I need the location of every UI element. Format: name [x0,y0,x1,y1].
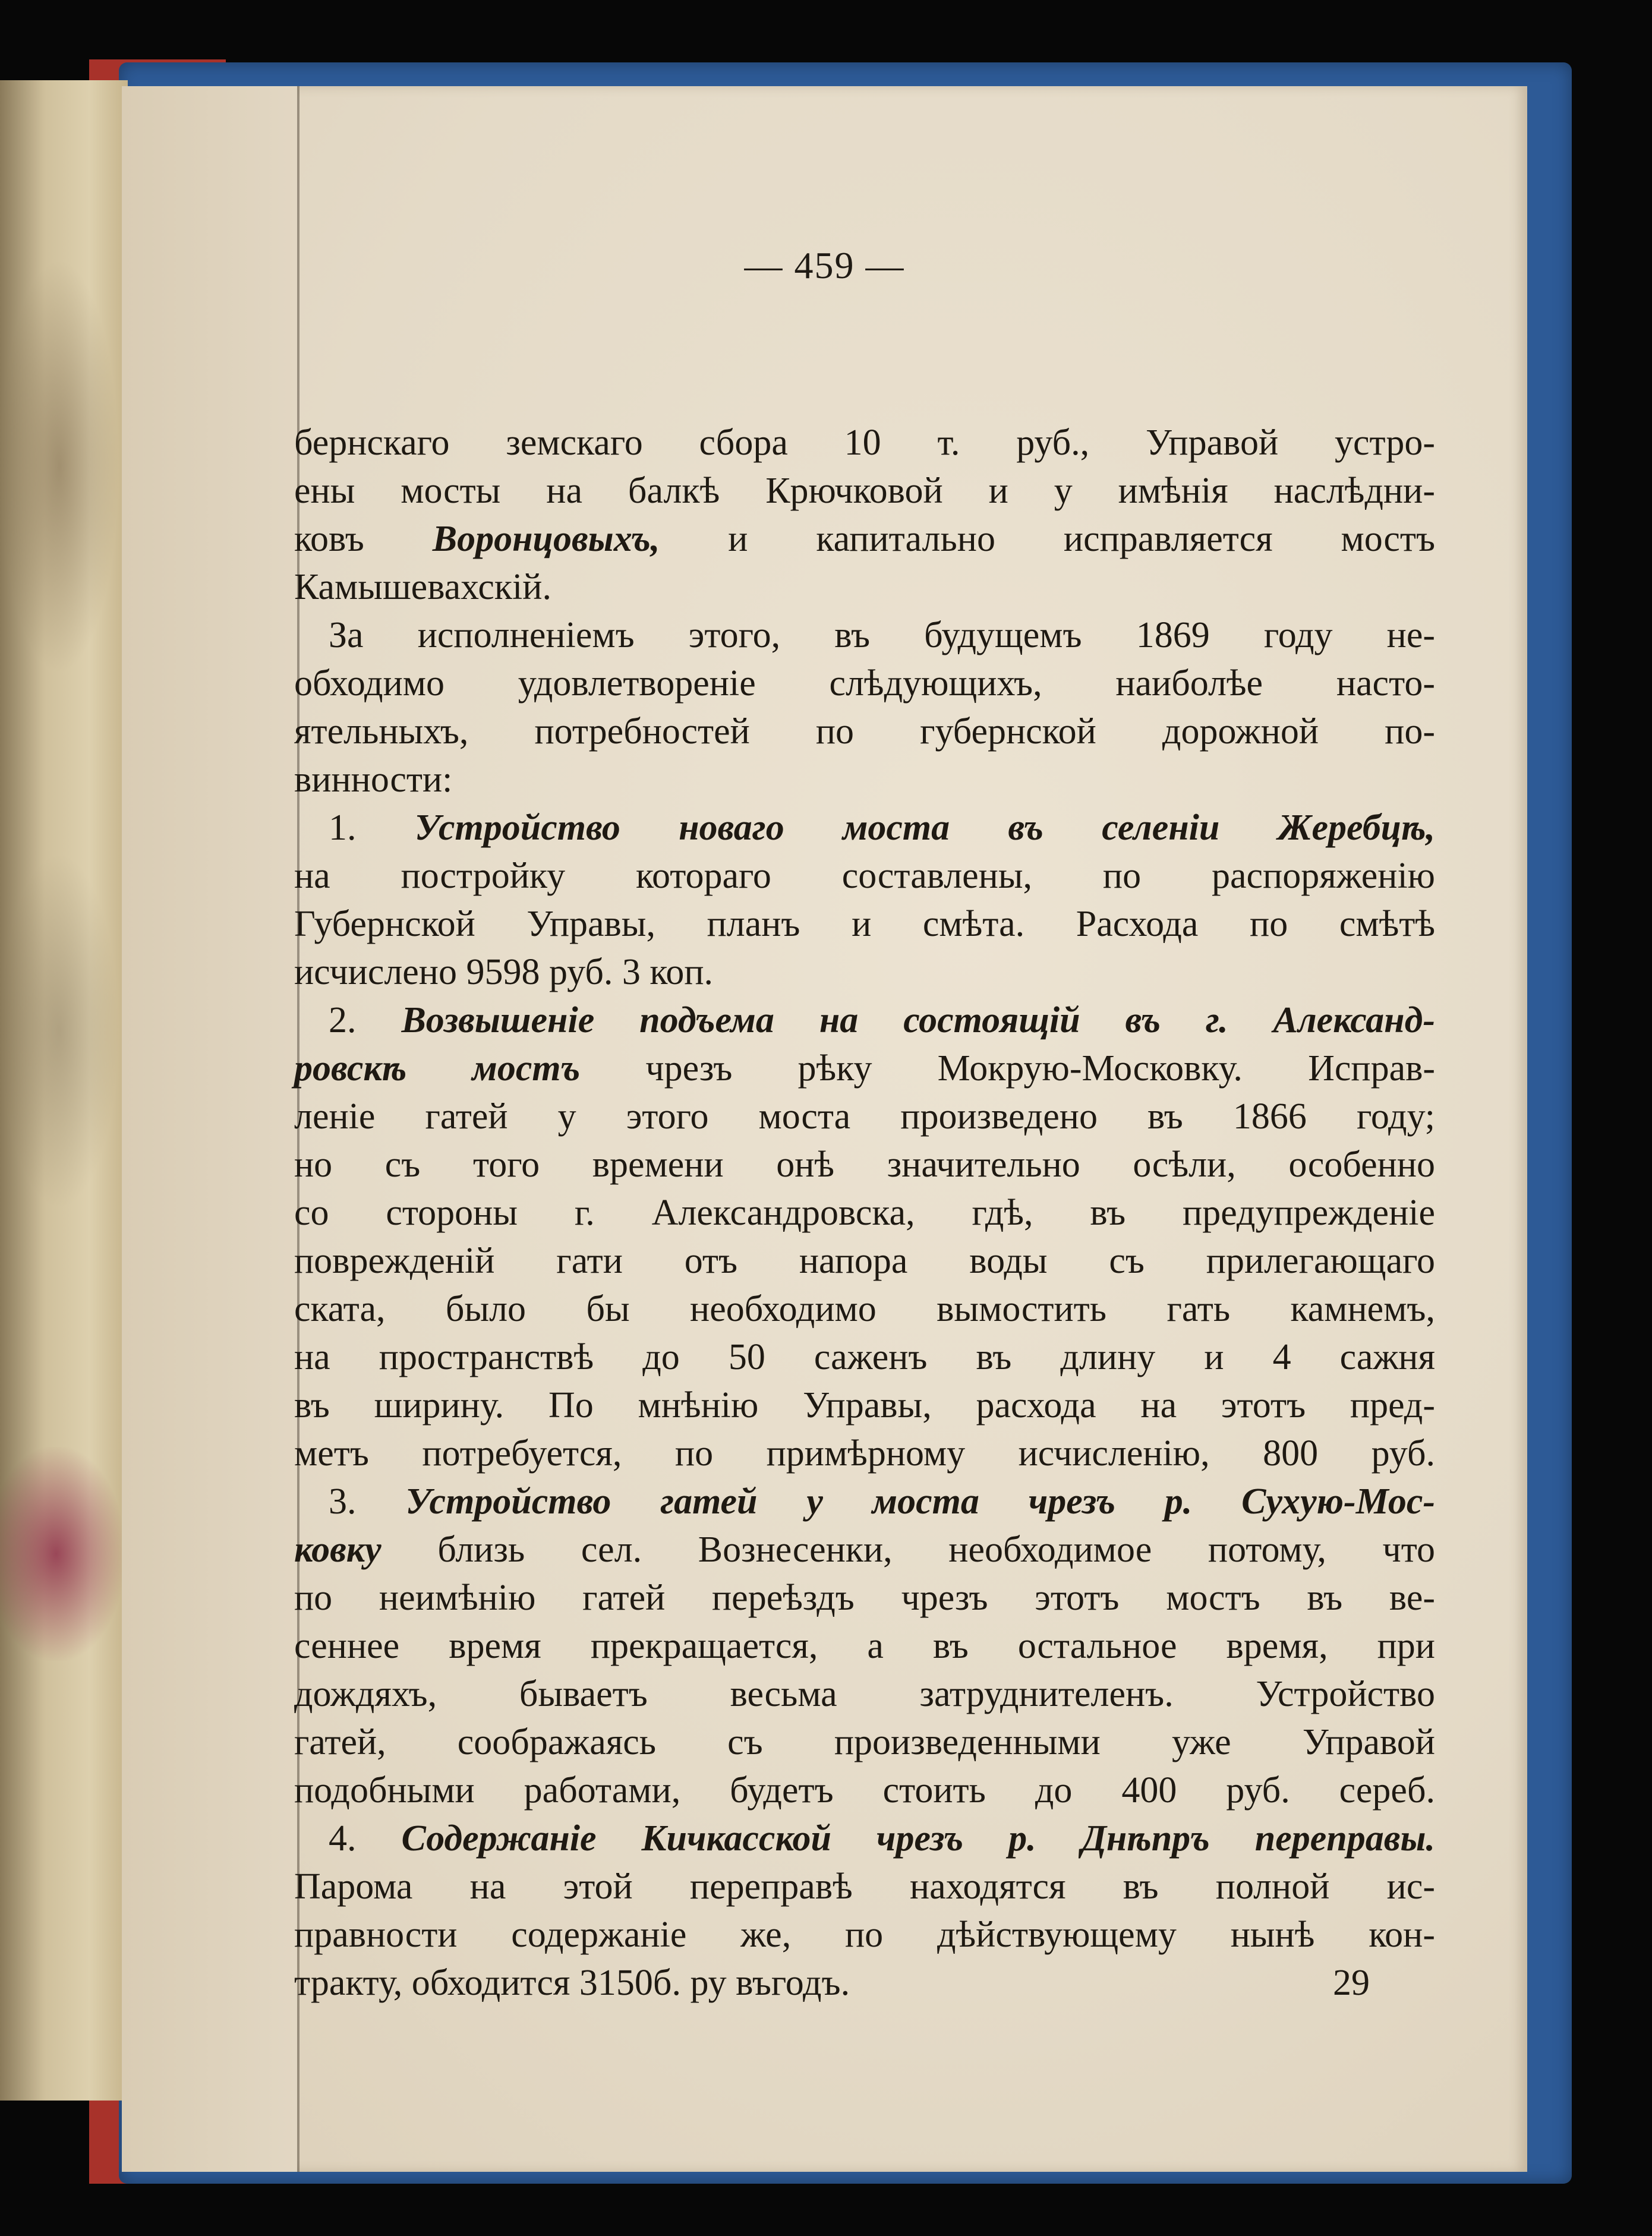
item-title: Устройство новаго моста въ селеніи Жеребцѣ, [414,808,1436,848]
text-line: исчислено 9598 руб. 3 коп. [294,952,714,992]
text-line: ковку близь сел. Вознесенки, необходимое потому, что [294,1529,1435,1570]
text-line: но съ того времени онѣ значительно осѣли, особенно [294,1144,1435,1185]
text-line: Парома на этой переправѣ находятся въ полной ис- [294,1866,1435,1907]
item-title: Устройство гатей у моста чрезъ р. Сухую-Мос- [405,1481,1436,1522]
text-line: ены мосты на балкѣ Крючковой и у имѣнія наслѣдни- [294,471,1435,511]
water-stain [0,853,119,1209]
signature-mark: 29 [1333,1963,1370,2003]
text-line: на пространствѣ до 50 саженъ въ длину и 4 сажня [294,1337,1435,1377]
item-title: ровскѣ мостъ [294,1048,581,1089]
ink-stain [0,1447,125,1661]
text-line: ровскѣ мостъ чрезъ рѣку Мокрую-Московку. Исправ- [294,1048,1436,1089]
text-line: тракту, обходится 3150б. ру въгодъ. 29 [294,1959,1435,2007]
text-line: ската, было бы необходимо вымостить гать камнемъ, [294,1289,1435,1329]
text-line: гатей, соображаясь съ произведенными уже Управой [294,1722,1435,1762]
item-heading: 1. Устройство новаго моста въ селеніи Жеребцѣ, [329,808,1436,848]
item-title: ковку [294,1529,382,1570]
item-heading: 2. Возвышеніе подъема на состоящій въ г. Александ- [329,1000,1436,1040]
text-line: на постройку котораго составлены, по распоряженію [294,856,1435,896]
page-gutter [122,86,297,2172]
text-line: Губернской Управы, планъ и смѣта. Расхода по смѣтѣ [294,904,1435,944]
page-number: — 459 — [744,244,905,286]
water-stain [0,258,119,674]
text-line: со стороны г. Александровска, гдѣ, въ предупрежденіе [294,1193,1435,1233]
left-page-edge [0,80,128,2101]
text-line: подобными работами, будетъ стоить до 400 руб. сереб. [294,1770,1435,1811]
italic-name: Воронцовыхъ, [432,519,660,559]
text-line: въ ширину. По мнѣнію Управы, расхода на этотъ пред- [294,1385,1435,1426]
text-line: по неимѣнію гатей переѣздъ чрезъ этотъ мостъ въ ве- [294,1578,1435,1618]
text-line: сеннее время прекращается, а въ остальное время, при [294,1626,1435,1666]
book-page [122,86,1527,2172]
text-line: ковъ Воронцовыхъ, и капитально исправляется мостъ [294,519,1436,559]
text-line: метъ потребуется, по примѣрному исчисленію, 800 руб. [294,1433,1435,1474]
text-line: леніе гатей у этого моста произведено въ 1866 году; [294,1096,1435,1137]
text-line: винности: [294,759,453,800]
item-title: Возвышеніе подъема на состоящій въ г. Александ- [401,1000,1436,1040]
text-line: поврежденій гати отъ напора воды съ прилегающаго [294,1241,1435,1281]
body-text [294,419,1435,2007]
item-heading: 4. Содержаніе Кичкасской чрезъ р. Днѣпръ переправы. [329,1818,1435,1859]
item-title: Содержаніе Кичкасской чрезъ р. Днѣпръ переправы. [401,1818,1435,1859]
text-line: обходимо удовлетвореніе слѣдующихъ, наиболѣе насто- [294,663,1435,704]
text-line: правности содержаніе же, по дѣйствующему нынѣ кон- [294,1915,1435,1955]
text-line: За исполненіемъ этого, въ будущемъ 1869 году не- [329,615,1435,655]
text-line: Камышевахскій. [294,567,551,607]
text-line: бернскаго земскаго сбора 10 т. руб., Управой устро- [294,422,1435,463]
text-line: дождяхъ, бываетъ весьма затруднителенъ. Устройство [294,1674,1435,1714]
text-line: ятельныхъ, потребностей по губернской дорожной по- [294,711,1435,752]
item-heading: 3. Устройство гатей у моста чрезъ р. Сухую-Мос- [329,1481,1436,1522]
